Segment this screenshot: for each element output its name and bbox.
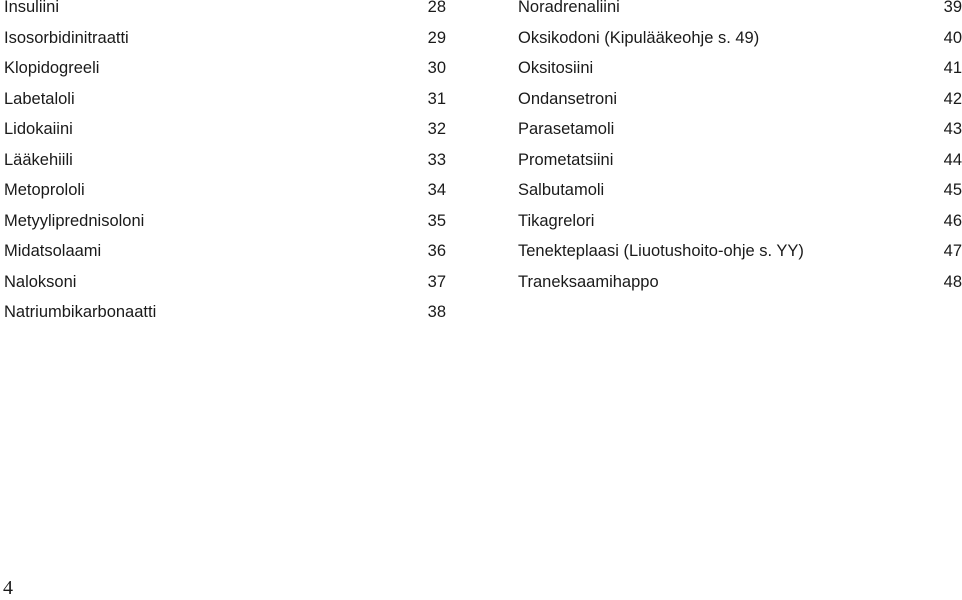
index-column-right xyxy=(518,0,962,297)
index-entry[interactable] xyxy=(4,53,446,84)
entry-name: Traneksaamihappo xyxy=(518,272,659,291)
index-entry[interactable] xyxy=(4,175,446,206)
index-entry[interactable] xyxy=(518,114,962,145)
entry-page: 30 xyxy=(427,59,446,77)
entry-name: Oksikodoni (Kipulääkeohje s. 49) xyxy=(518,28,760,47)
entry-page: 45 xyxy=(943,181,962,199)
entry-name: Labetaloli xyxy=(4,89,75,108)
entry-page: 28 xyxy=(427,0,446,16)
entry-page: 44 xyxy=(943,150,962,169)
entry-name: Metoprololi xyxy=(4,181,85,199)
entry-page: 35 xyxy=(427,211,446,230)
entry-page: 39 xyxy=(943,0,962,16)
index-column-left xyxy=(4,0,446,328)
entry-name: Isosorbidinitraatti xyxy=(4,28,129,47)
entry-name: Ondansetroni xyxy=(518,89,618,108)
entry-name: Prometatsiini xyxy=(518,150,614,169)
entry-name: Parasetamoli xyxy=(518,120,615,138)
entry-page: 42 xyxy=(943,89,962,108)
entry-page: 43 xyxy=(943,120,962,138)
index-entry[interactable] xyxy=(4,297,446,328)
index-entry[interactable] xyxy=(518,53,962,84)
page-number: 4 xyxy=(3,577,13,599)
index-entry[interactable] xyxy=(4,236,446,267)
entry-name: Salbutamoli xyxy=(518,181,605,199)
entry-name: Noradrenaliini xyxy=(518,0,620,16)
index-entry[interactable] xyxy=(4,206,446,237)
entry-page: 41 xyxy=(943,59,962,77)
index-entry[interactable] xyxy=(4,267,446,298)
entry-name: Lidokaiini xyxy=(4,120,73,138)
index-entry[interactable] xyxy=(4,23,446,54)
index-entry[interactable] xyxy=(4,145,446,176)
entry-page: 34 xyxy=(427,181,446,199)
entry-name: Lääkehiili xyxy=(4,150,73,169)
index-entry[interactable] xyxy=(518,267,962,298)
index-entry[interactable] xyxy=(518,175,962,206)
entry-page: 47 xyxy=(943,242,962,260)
entry-page: 46 xyxy=(943,211,962,230)
entry-name: Midatsolaami xyxy=(4,242,102,260)
entry-name: Natriumbikarbonaatti xyxy=(4,303,157,321)
entry-page: 36 xyxy=(427,242,446,260)
entry-page: 31 xyxy=(427,89,446,108)
entry-page: 48 xyxy=(943,272,962,291)
index-entry[interactable] xyxy=(518,84,962,115)
entry-page: 40 xyxy=(943,28,962,47)
entry-name: Tikagrelori xyxy=(518,211,595,230)
entry-name: Metyyliprednisoloni xyxy=(4,211,145,230)
entry-name: Insuliini xyxy=(4,0,60,16)
entry-page: 38 xyxy=(427,303,446,321)
index-entry[interactable] xyxy=(4,84,446,115)
entry-page: 29 xyxy=(427,28,446,47)
index-entry[interactable] xyxy=(518,145,962,176)
index-entry[interactable] xyxy=(4,0,446,23)
index-entry[interactable] xyxy=(4,114,446,145)
entry-page: 37 xyxy=(427,272,446,291)
index-entry[interactable] xyxy=(518,206,962,237)
index-entry[interactable] xyxy=(518,23,962,54)
entry-name: Tenekteplaasi (Liuotushoito-ohje s. YY) xyxy=(518,242,804,260)
index-entry[interactable] xyxy=(518,236,962,267)
entry-name: Klopidogreeli xyxy=(4,59,100,77)
entry-page: 33 xyxy=(427,150,446,169)
entry-name: Naloksoni xyxy=(4,272,77,291)
entry-page: 32 xyxy=(427,120,446,138)
entry-name: Oksitosiini xyxy=(518,59,594,77)
index-entry[interactable] xyxy=(518,0,962,23)
